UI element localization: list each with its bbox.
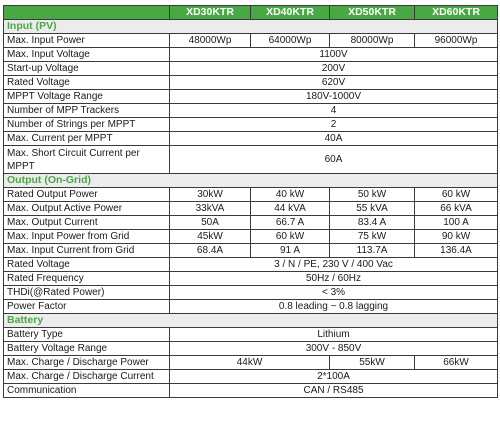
cell-value: 75 kW [330, 230, 415, 244]
model-header-xd40ktr: XD40KTR [251, 6, 330, 20]
cell-value: 50 kW [330, 188, 415, 202]
row-power-factor [4, 300, 498, 314]
row-label: Battery Voltage Range [4, 342, 170, 356]
cell-value: 113.7A [330, 244, 415, 258]
row-max-input-current-grid [4, 244, 498, 258]
row-max-input-power-grid [4, 230, 498, 244]
row-label: Battery Type [4, 328, 170, 342]
cell-value: 48000Wp [170, 34, 251, 48]
row-mppt-voltage-range [4, 90, 498, 104]
row-max-charge-discharge-current [4, 370, 498, 384]
row-label: Rated Frequency [4, 272, 170, 286]
row-label: Max. Input Power [4, 34, 170, 48]
cell-value: 300V - 850V [170, 342, 498, 356]
section-title-output: Output (On-Grid) [4, 174, 498, 188]
model-header-row [4, 6, 498, 20]
cell-value: 40A [170, 132, 498, 146]
row-max-short-circuit-current [4, 146, 498, 174]
row-label: Rated Voltage [4, 76, 170, 90]
cell-value: 4 [170, 104, 498, 118]
cell-value: 60A [170, 146, 498, 174]
cell-value: 3 / N / PE, 230 V / 400 Vac [170, 258, 498, 272]
cell-value: 50A [170, 216, 251, 230]
cell-value: 33kVA [170, 202, 251, 216]
cell-value: Lithium [170, 328, 498, 342]
section-battery [4, 314, 498, 328]
row-rated-frequency [4, 272, 498, 286]
row-strings-per-mppt [4, 118, 498, 132]
row-max-input-voltage [4, 48, 498, 62]
row-label: THDi(@Rated Power) [4, 286, 170, 300]
cell-value: 83.4 A [330, 216, 415, 230]
row-label: MPPT Voltage Range [4, 90, 170, 104]
row-rated-voltage-output [4, 258, 498, 272]
cell-value: 44kW [170, 356, 330, 370]
row-rated-output-power [4, 188, 498, 202]
section-input-pv [4, 20, 498, 34]
row-battery-voltage-range [4, 342, 498, 356]
row-label: Rated Voltage [4, 258, 170, 272]
cell-value: 64000Wp [251, 34, 330, 48]
row-label: Communication [4, 384, 170, 398]
row-thdi [4, 286, 498, 300]
section-title-input: Input (PV) [4, 20, 498, 34]
cell-value: CAN / RS485 [170, 384, 498, 398]
row-label: Rated Output Power [4, 188, 170, 202]
cell-value: 200V [170, 62, 498, 76]
cell-value: < 3% [170, 286, 498, 300]
model-header-xd30ktr: XD30KTR [170, 6, 251, 20]
row-max-input-power [4, 34, 498, 48]
row-number-of-mppt [4, 104, 498, 118]
cell-value: 44 kVA [251, 202, 330, 216]
cell-value: 620V [170, 76, 498, 90]
section-output-on-grid [4, 174, 498, 188]
cell-value: 66 kVA [415, 202, 498, 216]
cell-value: 1100V [170, 48, 498, 62]
cell-value: 96000Wp [415, 34, 498, 48]
row-label: Number of MPP Trackers [4, 104, 170, 118]
row-startup-voltage [4, 62, 498, 76]
cell-value: 136.4A [415, 244, 498, 258]
section-title-battery: Battery [4, 314, 498, 328]
row-battery-type [4, 328, 498, 342]
cell-value: 0.8 leading ~ 0.8 lagging [170, 300, 498, 314]
row-label: Max. Input Power from Grid [4, 230, 170, 244]
cell-value: 55kW [330, 356, 415, 370]
row-label: Power Factor [4, 300, 170, 314]
cell-value: 55 kVA [330, 202, 415, 216]
model-header-xd50ktr: XD50KTR [330, 6, 415, 20]
cell-value: 60 kW [415, 188, 498, 202]
row-max-current-per-mppt [4, 132, 498, 146]
model-header-xd60ktr: XD60KTR [415, 6, 498, 20]
cell-value: 66kW [415, 356, 498, 370]
row-label: Max. Current per MPPT [4, 132, 170, 146]
row-label: Max. Input Current from Grid [4, 244, 170, 258]
row-label: Max. Output Current [4, 216, 170, 230]
row-label: Max. Charge / Discharge Current [4, 370, 170, 384]
cell-value: 50Hz / 60Hz [170, 272, 498, 286]
cell-value: 180V-1000V [170, 90, 498, 104]
row-communication [4, 384, 498, 398]
cell-value: 2*100A [170, 370, 498, 384]
row-rated-voltage-input [4, 76, 498, 90]
cell-value: 30kW [170, 188, 251, 202]
cell-value: 66.7 A [251, 216, 330, 230]
cell-value: 100 A [415, 216, 498, 230]
row-max-charge-discharge-power [4, 356, 498, 370]
cell-value: 45kW [170, 230, 251, 244]
row-label: Start-up Voltage [4, 62, 170, 76]
cell-value: 40 kW [251, 188, 330, 202]
header-corner-cell [4, 6, 170, 20]
cell-value: 80000Wp [330, 34, 415, 48]
row-label: Max. Input Voltage [4, 48, 170, 62]
cell-value: 2 [170, 118, 498, 132]
row-label: Max. Short Circuit Current per MPPT [4, 146, 170, 174]
row-label: Number of Strings per MPPT [4, 118, 170, 132]
cell-value: 60 kW [251, 230, 330, 244]
cell-value: 91 A [251, 244, 330, 258]
cell-value: 68.4A [170, 244, 251, 258]
specification-table [3, 5, 498, 398]
row-label: Max. Charge / Discharge Power [4, 356, 170, 370]
row-max-output-current [4, 216, 498, 230]
cell-value: 90 kW [415, 230, 498, 244]
row-max-output-active-power [4, 202, 498, 216]
row-label: Max. Output Active Power [4, 202, 170, 216]
